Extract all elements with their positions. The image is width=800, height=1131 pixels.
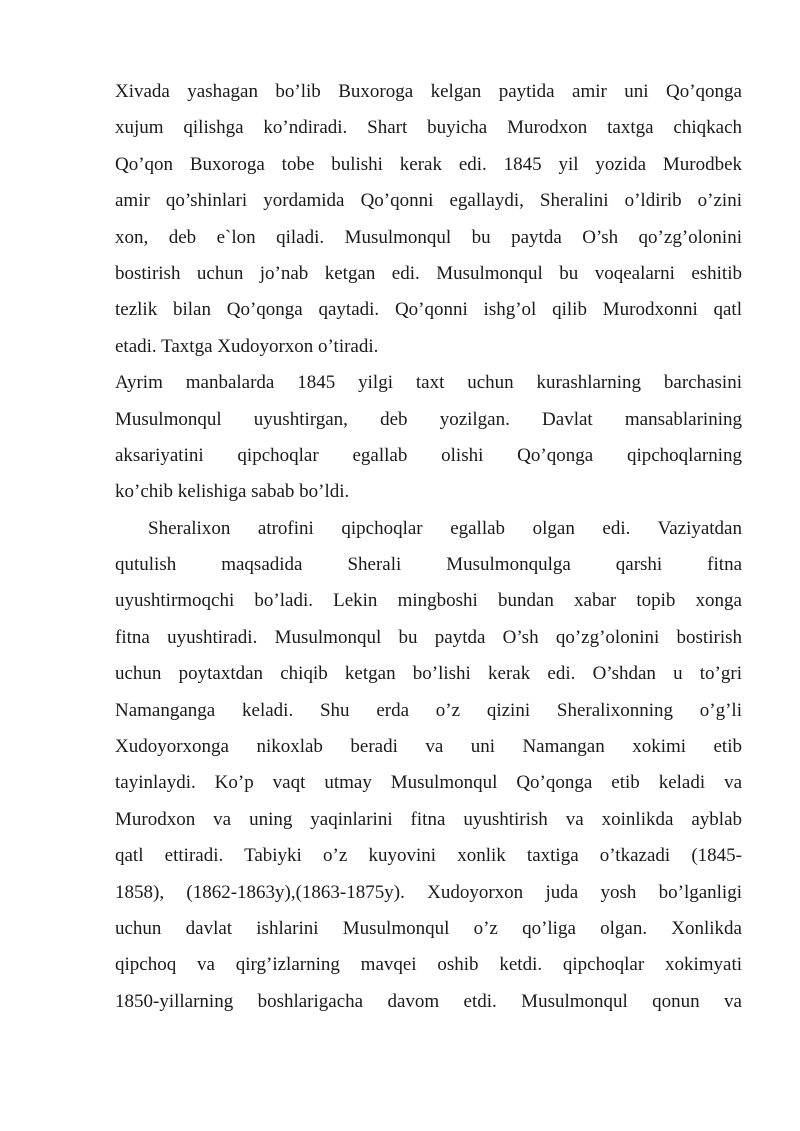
text-line: Xivada yashagan bo’lib Buxoroga kelgan paytida amir uni Qo’qonga — [115, 81, 742, 102]
text-line: Xudoyorxonga nikoxlab beradi va uni Namangan xokimi etib — [115, 736, 742, 758]
text-line: amir qo’shinlari yordamida Qo’qonni egallaydi, Sheralini o’ldirib o’zini — [115, 190, 742, 212]
text-line: uchun davlat ishlarini Musulmonqul o’z qo’liga olgan. Xonlikda — [115, 917, 742, 939]
text-line: Ayrim manbalarda 1845 yilgi taxt uchun kurashlarning barchasini — [115, 372, 742, 394]
text-line: Namanganga keladi. Shu erda o’z qizini Sheralixonning o’g’li — [115, 699, 742, 721]
text-line: uchun poytaxtdan chiqib ketgan bo’lishi kerak edi. O’shdan u to’gri — [115, 663, 742, 685]
text-line: 1850-yillarning boshlarigacha davom etdi. Musulmonqul qonun va — [115, 990, 742, 1012]
text-line: uyushtirmoqchi bo’ladi. Lekin mingboshi bundan xabar topib xonga — [115, 590, 742, 612]
text-line: qutulish maqsadida Sherali Musulmonqulga qarshi fitna — [115, 554, 742, 576]
text-line: 1858), (1862-1863y),(1863-1875y). Xudoyorxon juda yosh bo’lganligi — [115, 881, 742, 903]
text-line: xujum qilishga ko’ndiradi. Shart buyicha Murodxon taxtga chiqkach — [115, 117, 742, 139]
text-line: qipchoq va qirg’izlarning mavqei oshib ketdi. qipchoqlar xokimyati — [115, 954, 742, 976]
text-line: tayinlaydi. Ko’p vaqt utmay Musulmonqul Qo’qonga etib keladi va — [115, 772, 742, 794]
text-line: etadi. Taxtga Xudoyorxon o’tiradi. — [115, 335, 379, 357]
text-line: qatl ettiradi. Tabiyki o’z kuyovini xonlik taxtiga o’tkazadi (1845- — [115, 845, 742, 867]
text-line: Murodxon va uning yaqinlarini fitna uyushtirish va xoinlikda ayblab — [115, 808, 742, 830]
text-line: Musulmonqul uyushtirgan, deb yozilgan. Davlat mansablarining — [115, 408, 742, 430]
text-line: aksariyatini qipchoqlar egallab olishi Qo’qonga qipchoqlarning — [115, 444, 742, 466]
text-line: bostirish uchun jo’nab ketgan edi. Musulmonqul bu voqealarni eshitib — [115, 262, 742, 284]
text-line: Qo’qon Buxoroga tobe bulishi kerak edi. 1845 yil yozida Murodbek — [115, 153, 742, 175]
text-line: xon, deb e`lon qiladi. Musulmonqul bu paytda O’sh qo’zg’olonini — [115, 226, 742, 248]
text-line: ko’chib kelishiga sabab bo’ldi. — [115, 481, 350, 503]
text-line: Sheralixon atrofini qipchoqlar egallab olgan edi. Vaziyatdan — [148, 517, 742, 539]
text-line: tezlik bilan Qo’qonga qaytadi. Qo’qonni ishg’ol qilib Murodxonni qatl — [115, 299, 742, 321]
document-page — [115, 74, 742, 1020]
text-line: fitna uyushtiradi. Musulmonqul bu paytda O’sh qo’zg’olonini bostirish — [115, 626, 742, 648]
